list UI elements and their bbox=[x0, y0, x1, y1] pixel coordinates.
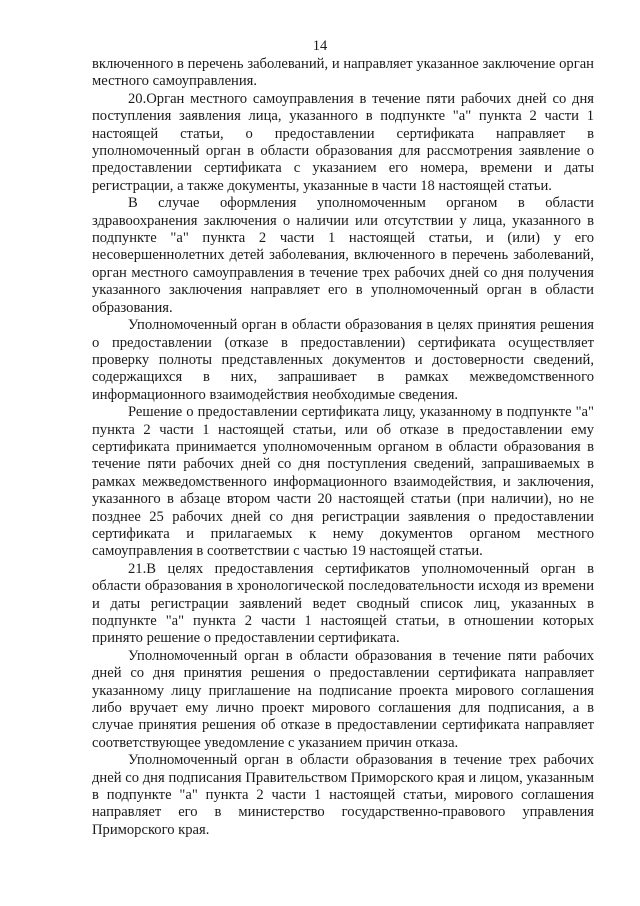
paragraph-invitation: Уполномоченный орган в области образования в течение пяти рабочих дней со дня принятия решения о предоставлении сертификата направляет указанному лицу приглашение на подписание проекта мирового соглашения либо вручает ему лично проект мирового соглашения для подписания, а в случае принятия решения об отказе в предоставлении сертификата направляет соответствующее уведомление с указанием причин отказа. bbox=[92, 647, 594, 751]
document-body bbox=[92, 56, 594, 839]
paragraph-decision: Решение о предоставлении сертификата лицу, указанному в подпункте "а" пункта 2 части 1 настоящей статьи, или об отказе в предоставлении ему сертификата принимается уполномоченным органом в области образования в течение пяти рабочих дней со дня поступления сведений, запрашиваемых в рамках межведомственного информационного взаимодействия, и заключения, указанного в абзаце втором части 20 настоящей статьи (при наличии), но не позднее 25 рабочих дней со дня регистрации заявления о предоставлении сертификата и прилагаемых к нему документов органом местного самоуправления в соответствии с частью 19 настоящей статьи. bbox=[92, 404, 594, 560]
paragraph-health-conclusion: В случае оформления уполномоченным органом в области здравоохранения заключения о наличии или отсутствии у лица, указанного в подпункте "а" пункта 2 части 1 настоящей статьи, и (или) у его несовершеннолетних детей заболевания, включенного в перечень заболеваний, орган местного самоуправления в течение трех рабочих дней со дня получения указанного заключения направляет его в уполномоченный орган в области образования. bbox=[92, 195, 594, 316]
paragraph-settlement: Уполномоченный орган в области образования в течение трех рабочих дней со дня подписания Правительством Приморского края и лицом, указанным в подпункте "а" пункта 2 части 1 настоящей статьи, мирового соглашения направляет его в министерство государственно-правового управления Приморского края. bbox=[92, 752, 594, 838]
page-number: 14 bbox=[312, 38, 328, 54]
paragraph-continuation: включенного в перечень заболеваний, и направляет указанное заключение орган местного самоуправления. bbox=[92, 56, 594, 90]
paragraph-21: 21.В целях предоставления сертификатов уполномоченный орган в области образования в хронологической последовательности исходя из времени и даты регистрации заявлений ведет сводный список лиц, указанных в подпункте "а" пункта 2 части 1 настоящей статьи, в отношении которых принято решение о предоставлении сертификата. bbox=[92, 560, 594, 647]
paragraph-verification: Уполномоченный орган в области образования в целях принятия решения о предоставлении (отказе в предоставлении) сертификата осуществляет проверку полноты представленных документов и достоверности сведений, содержащихся в них, запрашивает в рамках межведомственного информационного взаимодействия необходимые сведения. bbox=[92, 317, 594, 403]
paragraph-20: 20.Орган местного самоуправления в течение пяти рабочих дней со дня поступления заявления лица, указанного в подпункте "а" пункта 2 части 1 настоящей статьи, о предоставлении сертификата направляет в уполномоченный орган в области образования для рассмотрения заявление о предоставлении сертификата с указанием его номера, времени и даты регистрации, а также документы, указанные в части 18 настоящей статьи. bbox=[92, 90, 594, 194]
